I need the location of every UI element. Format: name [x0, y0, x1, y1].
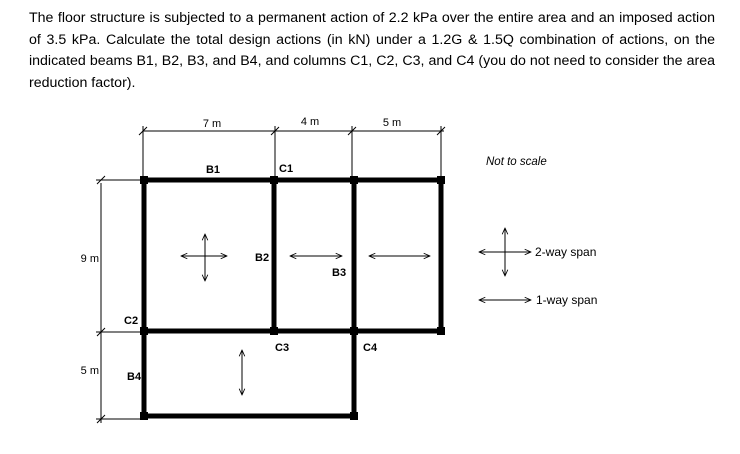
beam-label-b4: B4 [127, 371, 142, 383]
column-nodes [140, 176, 445, 420]
beam-label-b1: B1 [205, 164, 221, 176]
height-label-lower: 5 m [80, 365, 99, 377]
problem-statement: The floor structure is subjected to a permanent action of 2.2 kPa over the entire area and an imposed action of 3.5 kPa. Calculate the total design actions (in kN) under a 1.2G & 1.5Q combination of actions, on the indicated beams B1, B2, B3, and B4, and columns C1, C2, C3, and C4 (you do not need to consider the area reduction factor). [29, 10, 715, 91]
two-way-span-arrow-panel-1 [181, 234, 227, 281]
column-label-c2: C2 [124, 315, 139, 327]
vertical-dimension-line [96, 176, 143, 423]
legend-one-way-label: 1-way span [536, 293, 598, 307]
span-label-3: 5 m [382, 117, 402, 129]
legend-two-way-label: 2-way span [535, 245, 597, 259]
height-label-upper: 9 m [80, 253, 99, 265]
column-label-c3: C3 [275, 342, 290, 354]
column-label-c4: C4 [363, 342, 378, 354]
legend-two-way-arrow [479, 228, 531, 276]
not-to-scale-note: Not to scale [486, 156, 547, 168]
beam-frame [143, 180, 443, 418]
span-label-2: 4 m [300, 116, 320, 128]
span-label-1: 7 m [202, 118, 222, 130]
beam-label-b2: B2 [255, 252, 270, 264]
column-label-c1: C1 [279, 163, 294, 175]
beam-label-b3: B3 [332, 267, 347, 279]
